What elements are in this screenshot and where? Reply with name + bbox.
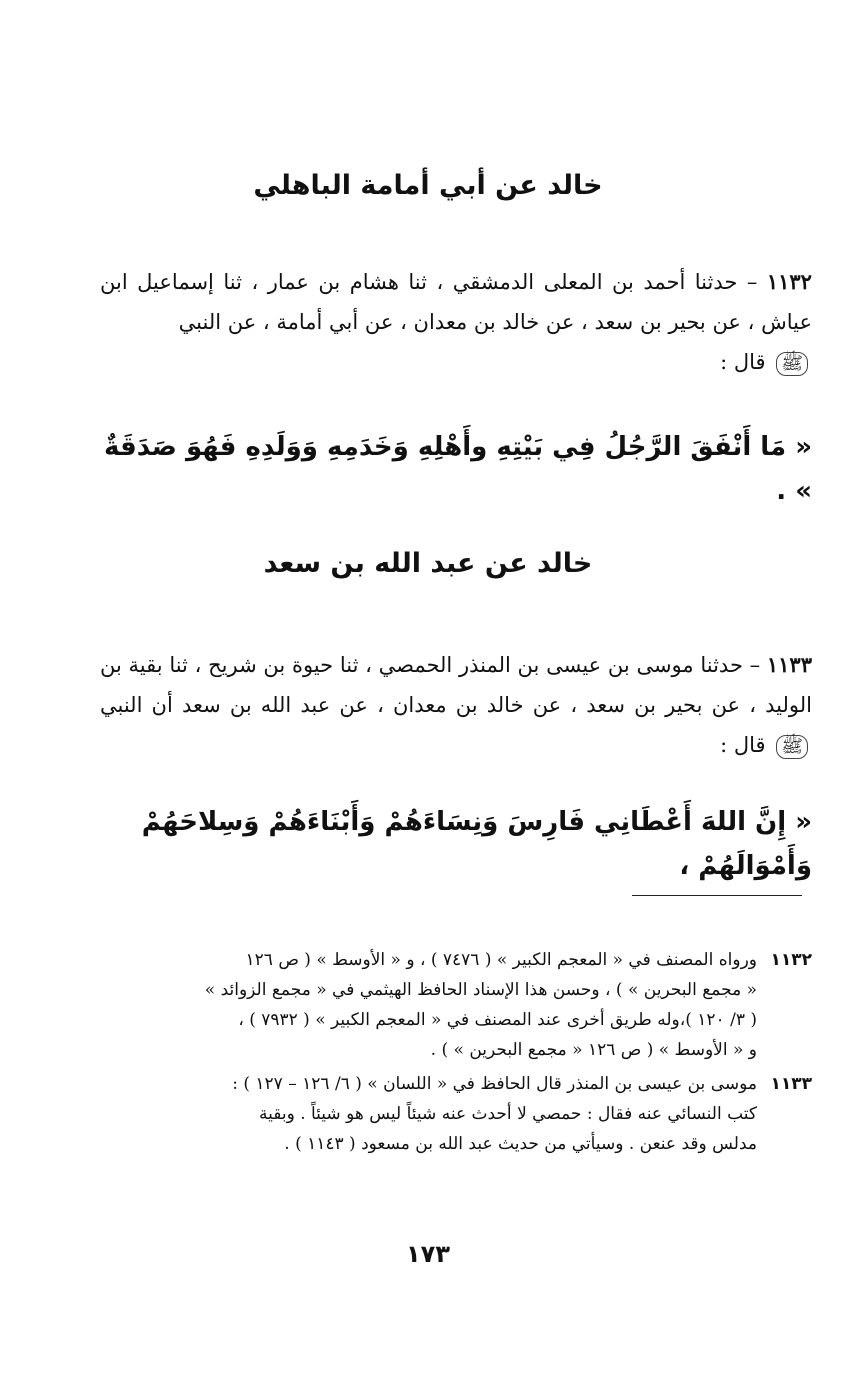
footnote-number: ١١٣٣	[770, 1074, 812, 1094]
footnote-line: موسى بن عيسى بن المنذر قال الحافظ في « اللسان » ( ٦/ ١٢٦ – ١٢٧ ) :	[232, 1074, 757, 1094]
isnad-line: قال :	[720, 350, 766, 374]
section-heading-abu-umama: خالد عن أبي أمامة الباهلي	[253, 170, 603, 201]
hadith-1132-matn: « مَا أَنْفَقَ الرَّجُلُ فِي بَيْتِهِ وأَهْلِهِ وَخَدَمِهِ وَوَلَدِهِ فَهُوَ صَدَقَةٌ » .	[103, 432, 812, 506]
footnote-line: ورواه المصنف في « المعجم الكبير » ( ٧٤٧٦ ) ، و « الأوسط » ( ص ١٢٦	[245, 950, 757, 970]
hadith-number: ١١٣٣	[766, 652, 812, 677]
page-number: ١٧٣	[406, 1240, 450, 1268]
hadith-1133-matn: « إِنَّ اللهَ أَعْطَانِي فَارِسَ وَنِسَاءَهُمْ وَأَبْنَاءَهُمْ وَسِلاحَهُمْ وَأَمْوَالَهُمْ ،	[141, 807, 812, 881]
hadith-1133-isnad	[100, 645, 812, 765]
hadith-1132-isnad	[100, 262, 812, 382]
salawat-glyph: ﷺ	[776, 735, 808, 759]
footnote-number: ١١٣٢	[770, 950, 812, 970]
footnote-1132	[70, 945, 812, 1065]
hadith-number: ١١٣٢	[766, 269, 812, 294]
footnotes	[70, 945, 812, 1163]
footnote-line: كتب النسائي عنه فقال : حمصي لا أحدث عنه شيئاً ليس هو شيئاً . وبقية	[259, 1104, 757, 1124]
section-heading-abdullah-ibn-saad: خالد عن عبد الله بن سعد	[263, 548, 593, 579]
footnote-line: مدلس وقد عنعن . وسيأتي من حديث عبد الله بن مسعود ( ١١٤٣ ) .	[284, 1134, 757, 1154]
isnad-line: – حدثنا موسى بن عيسى بن المنذر الحمصي ، ثنا حيوة بن شريح ،	[194, 653, 761, 677]
isnad-line: – حدثنا أحمد بن المعلى الدمشقي ، ثنا هشام بن عمار ، ثنا إسماعيل	[137, 270, 758, 294]
isnad-line: ثنا بقية بن الوليد ، عن بحير بن سعد ، عن خالد بن معدان ، عن عبد الله بن	[100, 653, 812, 717]
footnote-1133	[70, 1069, 812, 1159]
footnote-divider	[632, 895, 802, 896]
salawat-glyph: ﷺ	[776, 352, 808, 376]
footnote-line: « مجمع البحرين » ) ، وحسن هذا الإسناد الحافظ الهيثمي في « مجمع الزوائد »	[204, 980, 757, 1000]
isnad-line: قال :	[720, 733, 766, 757]
isnad-line: ابن عياش ، عن بحير بن سعد ، عن خالد بن معدان ، عن أبي أمامة ، عن النبي	[100, 270, 812, 334]
footnote-line: ( ٣/ ١٢٠ )،وله طريق أخرى عند المصنف في « المعجم الكبير » ( ٧٩٣٢ ) ،	[238, 1010, 757, 1030]
isnad-line: سعد أن النبي	[100, 693, 221, 717]
footnote-line: و « الأوسط » ( ص ١٢٦ « مجمع البحرين » ) .	[430, 1040, 757, 1060]
